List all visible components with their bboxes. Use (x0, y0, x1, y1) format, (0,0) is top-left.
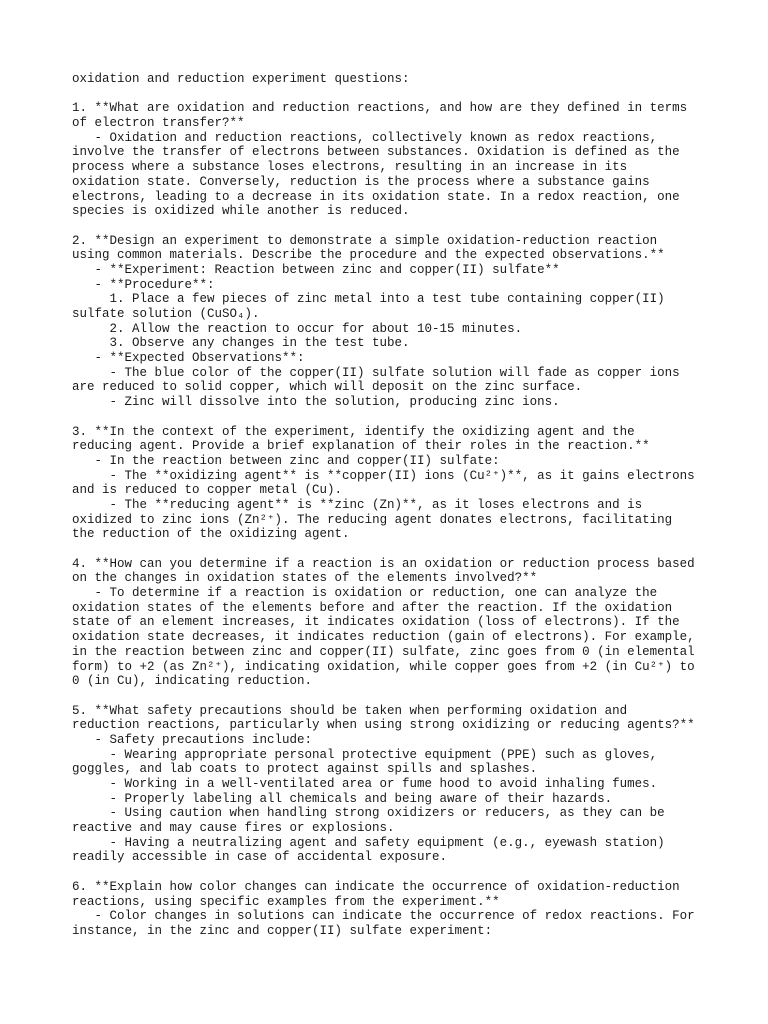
text-line: of electron transfer?** (72, 116, 245, 131)
text-line: 4. **How can you determine if a reaction is an oxidation or reduction process based (72, 556, 695, 571)
text-line: - Color changes in solutions can indicate the occurrence of redox reactions. For (72, 909, 695, 924)
document-page (72, 72, 712, 939)
text-line: - The **oxidizing agent** is **copper(II) ions (Cu²⁺)**, as it gains electrons (72, 468, 695, 483)
text-line: 3. **In the context of the experiment, identify the oxidizing agent and the (72, 424, 635, 439)
text-line: instance, in the zinc and copper(II) sulfate experiment: (72, 923, 493, 938)
text-line: reduction reactions, particularly when using strong oxidizing or reducing agents?** (72, 718, 695, 733)
text-line: in the reaction between zinc and copper(II) sulfate, zinc goes from 0 (in elemental (72, 644, 695, 659)
text-line: 6. **Explain how color changes can indicate the occurrence of oxidation-reduction (72, 879, 680, 894)
text-line: reactive and may cause fires or explosions. (72, 821, 395, 836)
text-line: 1. Place a few pieces of zinc metal into a test tube containing copper(II) (72, 292, 665, 307)
blank-line (72, 542, 712, 557)
text-line: oxidation state decreases, it indicates reduction (gain of electrons). For example, (72, 630, 695, 645)
text-line: sulfate solution (CuSO₄). (72, 307, 260, 321)
text-line: - The **reducing agent** is **zinc (Zn)**, as it loses electrons and is (72, 497, 643, 512)
text-line: form) to +2 (as Zn²⁺), indicating oxidation, while copper goes from +2 (in Cu²⁺) to (72, 659, 695, 674)
text-line: are reduced to solid copper, which will deposit on the zinc surface. (72, 380, 583, 395)
text-line: state of an element increases, it indicates oxidation (loss of electrons). If the (72, 615, 680, 630)
text-line: 1. **What are oxidation and reduction reactions, and how are they defined in terms (72, 101, 688, 116)
text-line: process where a substance loses electrons, resulting in an increase in its (72, 160, 628, 175)
text-line: oxidation state. Conversely, reduction is the process where a substance gains (72, 174, 650, 189)
text-line: 2. **Design an experiment to demonstrate a simple oxidation-reduction reaction (72, 233, 658, 248)
text-line: involve the transfer of electrons between substances. Oxidation is defined as the (72, 145, 680, 160)
text-line: - In the reaction between zinc and copper(II) sulfate: (72, 453, 500, 468)
text-line: 0 (in Cu), indicating reduction. (72, 674, 313, 689)
text-line: goggles, and lab coats to protect against spills and splashes. (72, 762, 538, 777)
text-line: on the changes in oxidation states of the elements involved?** (72, 571, 538, 586)
text-line: 5. **What safety precautions should be taken when performing oxidation and (72, 703, 628, 718)
text-line: - **Experiment: Reaction between zinc and copper(II) sulfate** (72, 262, 560, 277)
text-line: the reduction of the oxidizing agent. (72, 527, 350, 542)
text-line: oxidation states of the elements before and after the reaction. If the oxidation (72, 600, 673, 615)
text-line: reactions, using specific examples from the experiment.** (72, 894, 500, 909)
text-line: 3. Observe any changes in the test tube. (72, 336, 410, 351)
text-line: - Oxidation and reduction reactions, collectively known as redox reactions, (72, 130, 658, 145)
blank-line (72, 410, 712, 425)
text-line: reducing agent. Provide a brief explanation of their roles in the reaction.** (72, 439, 650, 454)
text-line: - Properly labeling all chemicals and being aware of their hazards. (72, 791, 613, 806)
text-line: oxidized to zinc ions (Zn²⁺). The reducing agent donates electrons, facilitating (72, 512, 673, 527)
blank-line (72, 865, 712, 880)
text-line: readily accessible in case of accidental exposure. (72, 850, 448, 865)
blank-line (72, 219, 712, 234)
text-line: - The blue color of the copper(II) sulfate solution will fade as copper ions (72, 365, 680, 380)
text-line: - Zinc will dissolve into the solution, producing zinc ions. (72, 395, 560, 410)
text-line: - To determine if a reaction is oxidation or reduction, one can analyze the (72, 586, 658, 601)
text-line: - Using caution when handling strong oxidizers or reducers, as they can be (72, 806, 665, 821)
text-line: - Wearing appropriate personal protective equipment (PPE) such as gloves, (72, 747, 658, 762)
text-line: 2. Allow the reaction to occur for about 10-15 minutes. (72, 321, 523, 336)
blank-line (72, 689, 712, 704)
text-line: using common materials. Describe the procedure and the expected observations.** (72, 248, 665, 263)
text-line: and is reduced to copper metal (Cu). (72, 483, 343, 498)
text-line: species is oxidized while another is reduced. (72, 204, 410, 219)
blank-line (72, 87, 712, 102)
text-line: electrons, leading to a decrease in its oxidation state. In a redox reaction, one (72, 189, 680, 204)
text-line: - Safety precautions include: (72, 732, 313, 747)
text-line: oxidation and reduction experiment questions: (72, 72, 410, 86)
text-line: - Working in a well-ventilated area or fume hood to avoid inhaling fumes. (72, 777, 658, 791)
text-line: - **Procedure**: (72, 277, 215, 292)
text-line: - **Expected Observations**: (72, 351, 305, 366)
text-line: - Having a neutralizing agent and safety equipment (e.g., eyewash station) (72, 835, 665, 850)
